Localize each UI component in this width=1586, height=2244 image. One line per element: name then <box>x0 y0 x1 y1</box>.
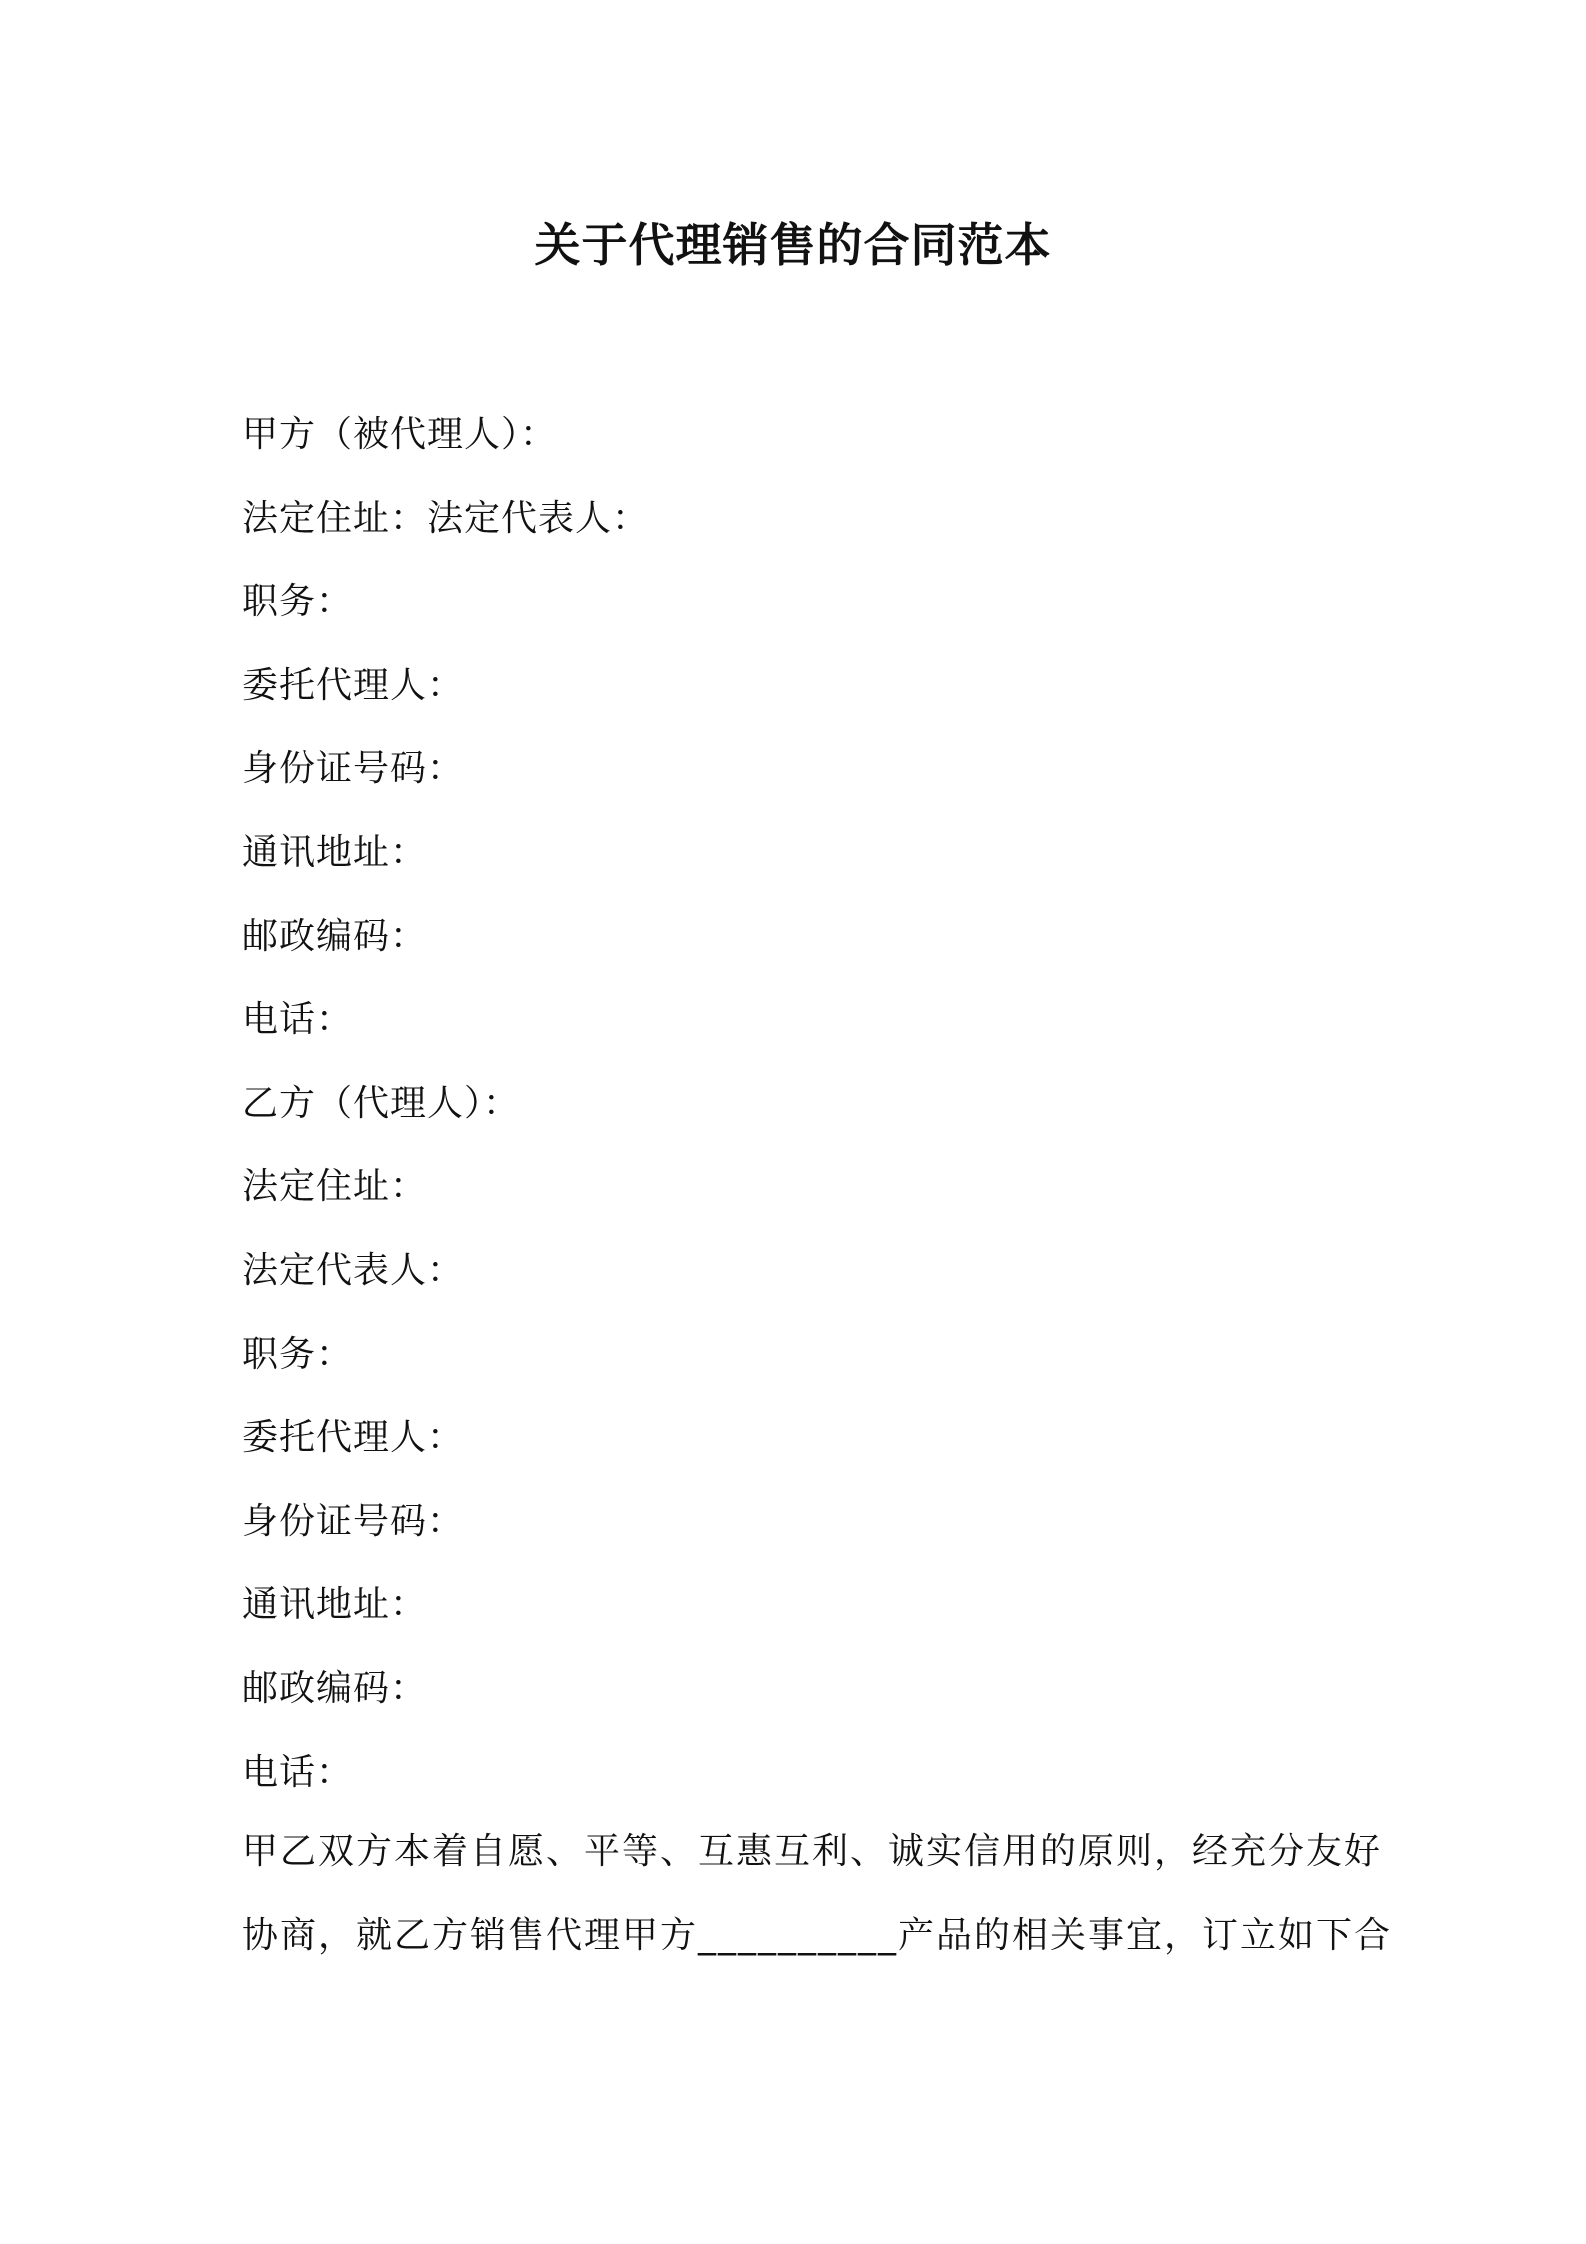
party-a-mailing-address: 通讯地址： <box>242 831 428 873</box>
party-a-phone: 电话： <box>242 999 354 1041</box>
party-b-agent: 委托代理人： <box>242 1417 465 1459</box>
party-a-id-number: 身份证号码： <box>242 748 465 790</box>
intro-paragraph-line: 甲乙双方本着自愿、平等、互惠互利、诚实信用的原则，经充分友好 <box>242 1831 1383 1872</box>
party-b-representative: 法定代表人： <box>242 1249 465 1291</box>
party-info-list <box>242 405 1362 1826</box>
party-a-postal-code: 邮政编码： <box>242 915 428 957</box>
document-title: 关于代理销售的合同范本 <box>534 218 1052 272</box>
party-a-agent: 委托代理人： <box>242 664 465 706</box>
party-a-position: 职务： <box>242 581 354 623</box>
intro-paragraph <box>242 1822 1393 1989</box>
party-b-postal-code: 邮政编码： <box>242 1667 428 1709</box>
party-b-id-number: 身份证号码： <box>242 1500 465 1542</box>
intro-paragraph-line: 协商，就乙方销售代理甲方__________产品的相关事宜，订立如下合 <box>242 1914 1393 1956</box>
party-b-address: 法定住址： <box>242 1166 428 1208</box>
party-b-mailing-address: 通讯地址： <box>242 1584 428 1626</box>
party-b-label: 乙方（代理人）： <box>242 1082 521 1124</box>
party-a-address-representative: 法定住址：法定代表人： <box>242 497 650 539</box>
party-b-phone: 电话： <box>242 1751 354 1793</box>
party-b-position: 职务： <box>242 1333 354 1375</box>
party-a-label: 甲方（被代理人）： <box>242 414 558 455</box>
